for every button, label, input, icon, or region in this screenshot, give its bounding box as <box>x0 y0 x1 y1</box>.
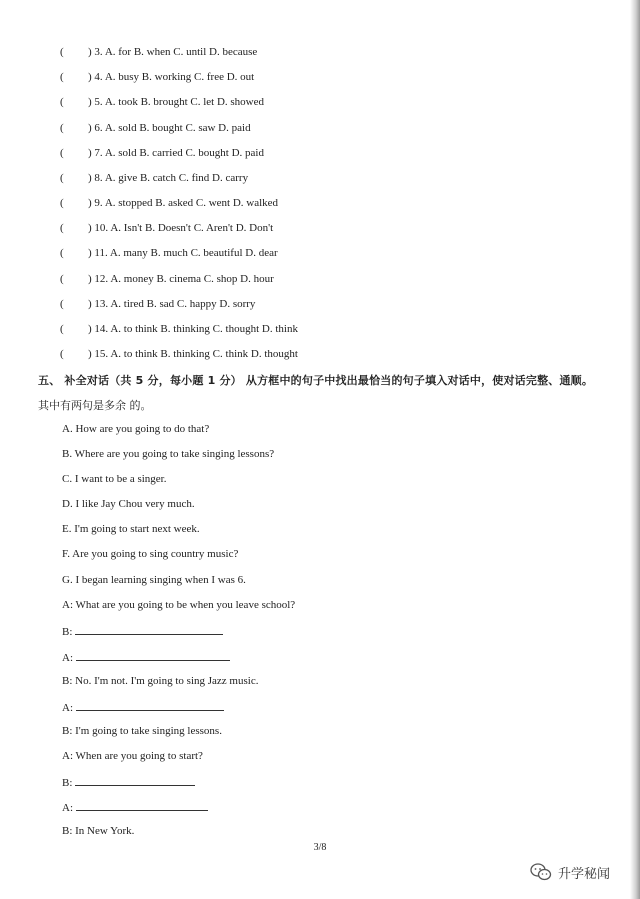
question-close: ) <box>88 46 92 58</box>
question-text: 3. A. for B. when C. until D. because <box>94 46 258 58</box>
dialogue-text: B: <box>62 626 76 638</box>
question-close: ) <box>88 172 92 184</box>
dialogue-line-8 <box>62 775 195 789</box>
question-close: ) <box>88 273 92 285</box>
option-d: D. I like Jay Chou very much. <box>62 498 195 510</box>
option-f: F. Are you going to sing country music? <box>62 548 239 560</box>
question-text: 10. A. Isn't B. Doesn't C. Aren't D. Don't <box>94 222 274 234</box>
dialogue-text: A: What are you going to be when you leave school? <box>62 599 296 611</box>
question-paren: ( <box>60 71 64 83</box>
question-14 <box>60 323 298 335</box>
dialogue-text: B: I'm going to take singing lessons. <box>62 725 222 737</box>
dialogue-text: B: In New York. <box>62 825 135 837</box>
question-close: ) <box>88 298 92 310</box>
question-4 <box>60 71 254 83</box>
page-number: 3/8 <box>313 842 327 853</box>
option-a: A. How are you going to do that? <box>62 423 210 435</box>
question-close: ) <box>88 96 92 108</box>
question-11 <box>60 247 278 259</box>
question-text: 6. A. sold B. bought C. saw D. paid <box>94 122 251 134</box>
question-6 <box>60 122 251 134</box>
section-heading: 五、 补全对话（共 5 分，每小题 1 分） 从方框中的句子中找出最恰当的句子填入对话中，使对话完整、通顺。 <box>38 374 594 387</box>
question-7 <box>60 147 264 159</box>
dialogue-line-10 <box>62 825 134 837</box>
question-paren: ( <box>60 46 64 58</box>
question-paren: ( <box>60 172 64 184</box>
question-text: 4. A. busy B. working C. free D. out <box>94 71 255 83</box>
question-paren: ( <box>60 147 64 159</box>
question-13 <box>60 298 255 310</box>
watermark-text: 升学秘闻 <box>558 866 611 882</box>
question-close: ) <box>88 348 92 360</box>
dialogue-line-7 <box>62 750 203 762</box>
section-subheading: 其中有两句是多余 的。 <box>38 399 152 412</box>
question-3 <box>60 46 257 58</box>
question-text: 8. A. give B. catch C. find D. carry <box>94 172 249 184</box>
question-paren: ( <box>60 298 64 310</box>
question-paren: ( <box>60 197 64 209</box>
question-15 <box>60 348 298 360</box>
question-close: ) <box>88 222 92 234</box>
question-10 <box>60 222 273 234</box>
option-b: B. Where are you going to take singing lessons? <box>62 448 275 460</box>
dialogue-text: B: No. I'm not. I'm going to sing Jazz music. <box>62 675 259 687</box>
watermark <box>530 862 610 882</box>
option-c: C. I want to be a singer. <box>62 473 167 485</box>
question-text: 12. A. money B. cinema C. shop D. hour <box>94 273 274 285</box>
question-close: ) <box>88 147 92 159</box>
dialogue-line-6 <box>62 725 222 737</box>
dialogue-text: A: <box>62 652 76 664</box>
option-e: E. I'm going to start next week. <box>62 523 200 535</box>
question-paren: ( <box>60 273 64 285</box>
question-text: 15. A. to think B. thinking C. think D. thought <box>94 348 298 360</box>
dialogue-line-9 <box>62 800 208 814</box>
question-close: ) <box>88 323 92 335</box>
question-paren: ( <box>60 247 64 259</box>
answer-blank[interactable] <box>76 650 230 661</box>
question-close: ) <box>88 197 92 209</box>
question-text: 9. A. stopped B. asked C. went D. walked <box>94 197 279 209</box>
answer-blank[interactable] <box>76 700 224 711</box>
question-5 <box>60 96 264 108</box>
dialogue-line-5 <box>62 700 224 714</box>
dialogue-text: A: <box>62 702 76 714</box>
question-paren: ( <box>60 122 64 134</box>
question-text: 14. A. to think B. thinking C. thought D. think <box>94 323 298 335</box>
dialogue-text: B: <box>62 777 76 789</box>
answer-blank[interactable] <box>75 775 195 786</box>
question-close: ) <box>88 122 92 134</box>
question-text: 13. A. tired B. sad C. happy D. sorry <box>94 298 256 310</box>
dialogue-text: A: <box>62 802 76 814</box>
page-edge-shadow <box>630 0 640 899</box>
answer-blank[interactable] <box>75 624 223 635</box>
question-close: ) <box>88 71 92 83</box>
wechat-icon <box>530 862 552 882</box>
dialogue-line-1 <box>62 599 295 611</box>
question-text: 5. A. took B. brought C. let D. showed <box>94 96 265 108</box>
question-paren: ( <box>60 222 64 234</box>
dialogue-line-2 <box>62 624 223 638</box>
question-8 <box>60 172 248 184</box>
option-g: G. I began learning singing when I was 6. <box>62 574 246 586</box>
question-paren: ( <box>60 348 64 360</box>
dialogue-line-4 <box>62 675 258 687</box>
question-paren: ( <box>60 96 64 108</box>
question-paren: ( <box>60 323 64 335</box>
question-12 <box>60 273 274 285</box>
question-text: 7. A. sold B. carried C. bought D. paid <box>94 147 264 159</box>
question-9 <box>60 197 278 209</box>
dialogue-text: A: When are you going to start? <box>62 750 203 762</box>
question-text: 11. A. many B. much C. beautiful D. dear <box>94 247 278 259</box>
dialogue-line-3 <box>62 650 230 664</box>
question-close: ) <box>88 247 92 259</box>
answer-blank[interactable] <box>76 800 208 811</box>
